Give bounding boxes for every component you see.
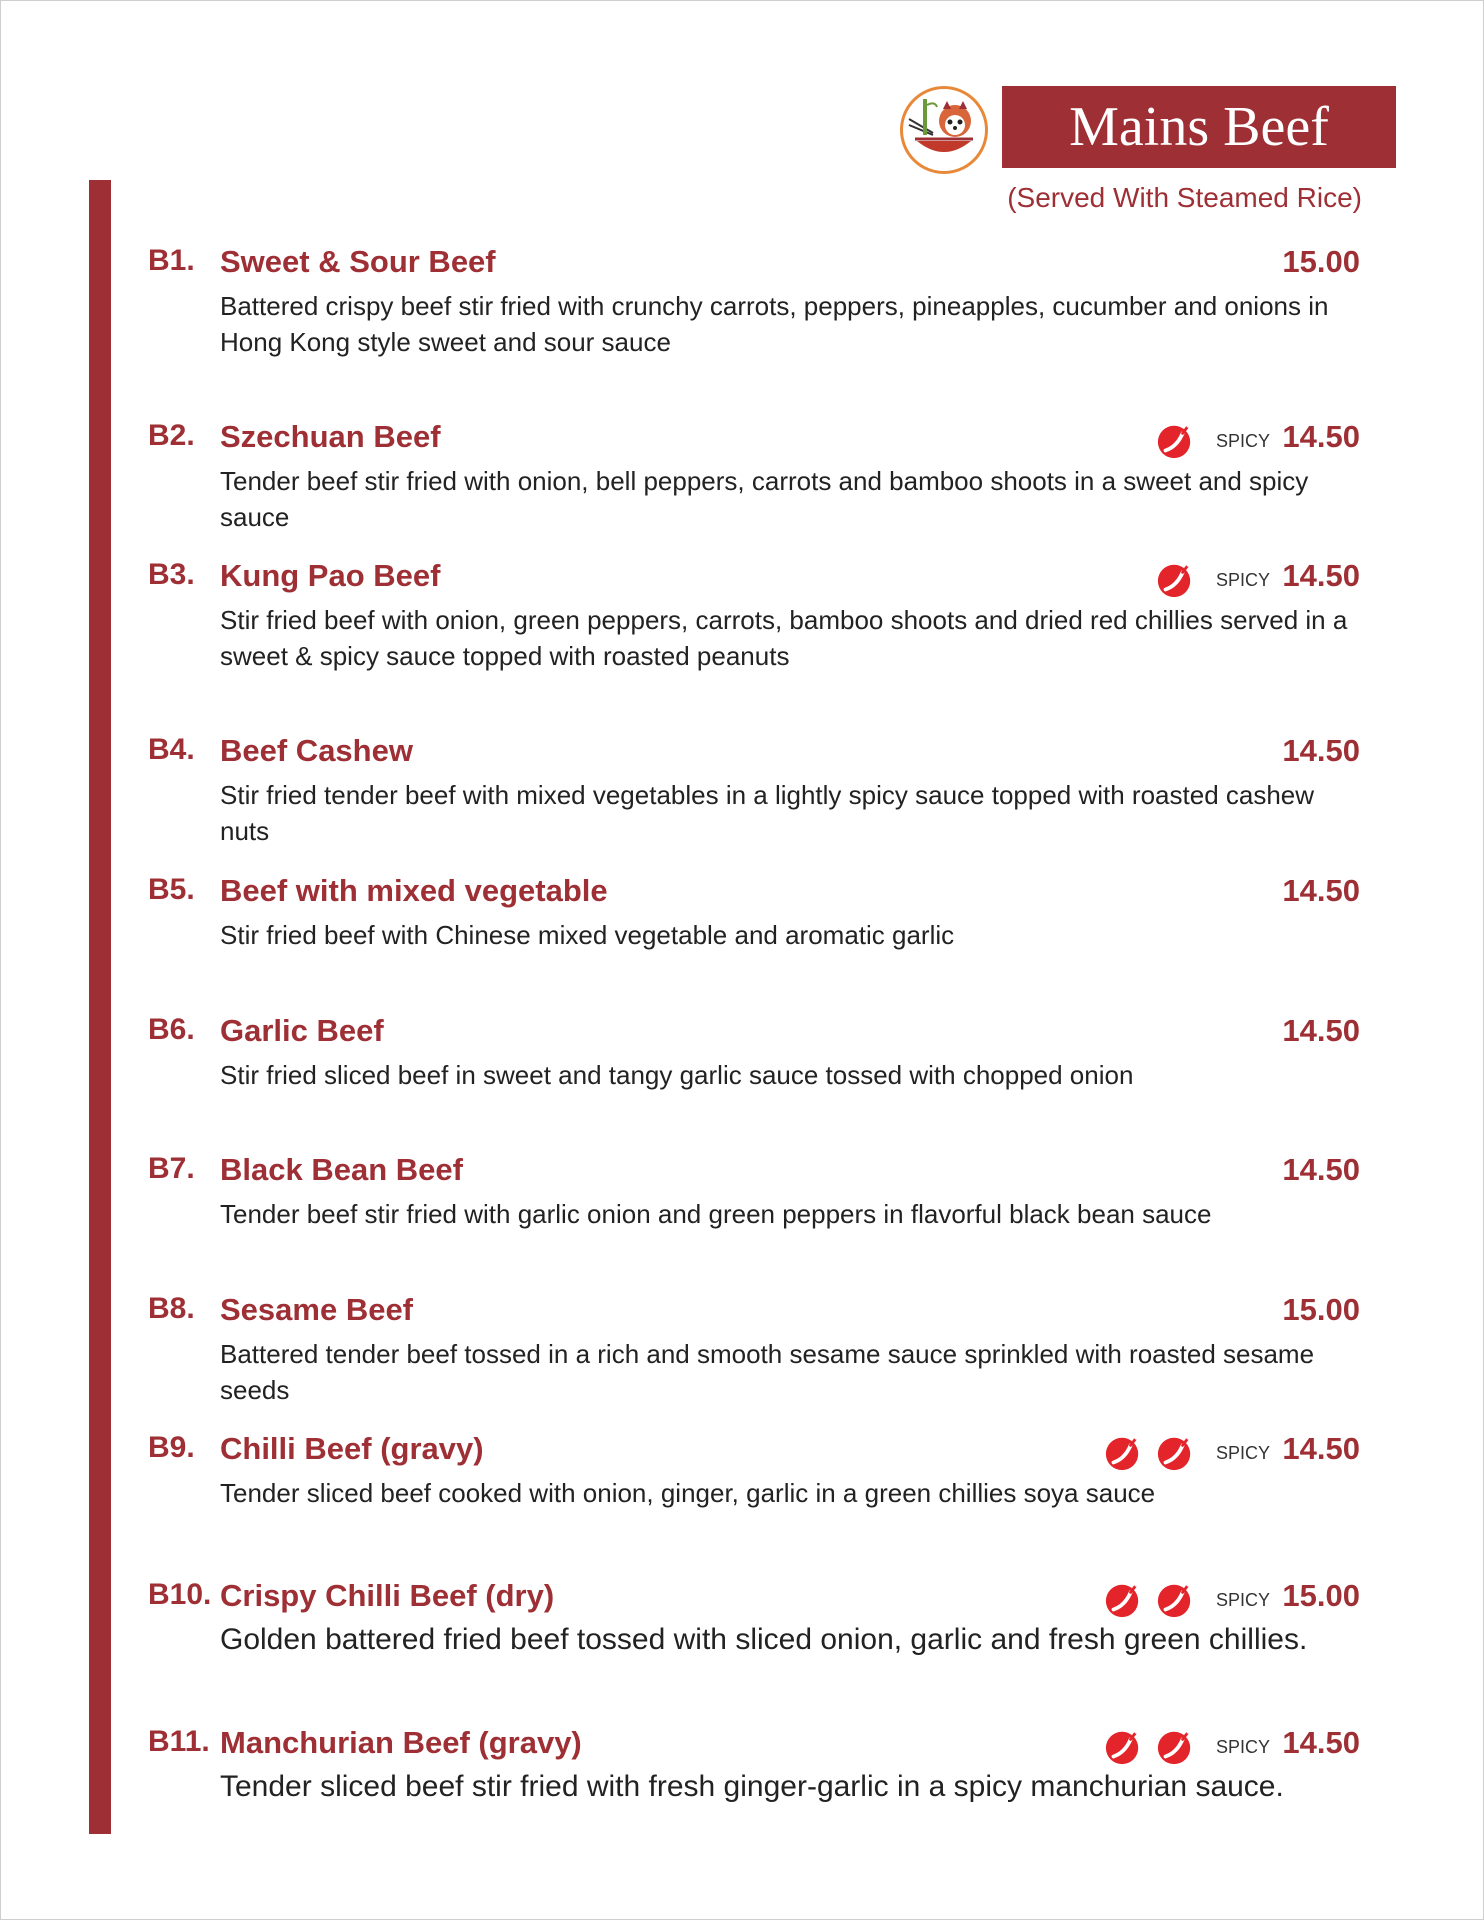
item-description: Stir fried beef with Chinese mixed vegetable and aromatic garlic [220, 920, 955, 950]
item-name: Black Bean Beef [220, 1152, 463, 1187]
item-code: B8. [148, 1292, 195, 1325]
item-name: Beef Cashew [220, 733, 413, 768]
item-code: B3. [148, 558, 195, 591]
item-code: B4. [148, 733, 195, 766]
spicy-label: SPICY [1215, 569, 1270, 590]
item-description: Stir fried tender beef with mixed vegetables in a lightly spicy sauce topped with roasted cashew nuts [220, 780, 1315, 846]
item-name: Garlic Beef [220, 1013, 384, 1048]
spicy-label: SPICY [1215, 1589, 1270, 1610]
item-description: Tender beef stir fried with garlic onion and green peppers in flavorful black bean sauce [220, 1199, 1212, 1229]
item-price: 14.50 [1282, 873, 1360, 908]
item-price: 15.00 [1282, 1292, 1360, 1327]
spicy-label: SPICY [1215, 1736, 1270, 1757]
item-name: Crispy Chilli Beef (dry) [220, 1578, 555, 1613]
chilli-icon [1104, 1581, 1142, 1619]
item-code: B7. [148, 1152, 195, 1185]
page-title: Mains Beef [1069, 96, 1329, 158]
chilli-icon [1156, 1434, 1194, 1472]
item-price: 14.50 [1282, 1431, 1360, 1466]
item-price: 15.00 [1282, 244, 1360, 279]
red-panda-logo-icon [900, 86, 988, 174]
item-price: 14.50 [1282, 1725, 1360, 1760]
item-description: Stir fried beef with onion, green peppers, carrots, bamboo shoots and dried red chillies served in a sweet & spicy sauce topped with roasted peanuts [220, 605, 1348, 671]
item-name: Manchurian Beef (gravy) [220, 1725, 582, 1760]
menu-header [890, 84, 1396, 174]
item-name: Sweet & Sour Beef [220, 244, 496, 279]
item-code: B1. [148, 244, 195, 277]
item-price: 14.50 [1282, 1013, 1360, 1048]
item-code: B6. [148, 1013, 195, 1046]
chilli-icon [1156, 1728, 1194, 1766]
item-code: B5. [148, 873, 195, 906]
item-name: Szechuan Beef [220, 419, 441, 454]
spicy-indicator [1104, 1727, 1270, 1767]
chilli-icon [1104, 1434, 1142, 1472]
chilli-icon [1104, 1728, 1142, 1766]
item-name: Chilli Beef (gravy) [220, 1431, 484, 1466]
item-price: 15.00 [1282, 1578, 1360, 1613]
item-code: B9. [148, 1431, 195, 1464]
spicy-indicator [1156, 421, 1270, 461]
item-code: B10. [148, 1578, 212, 1611]
item-code: B11. [148, 1725, 210, 1758]
spicy-label: SPICY [1215, 430, 1270, 451]
item-price: 14.50 [1282, 1152, 1360, 1187]
item-description: Tender sliced beef cooked with onion, ginger, garlic in a green chillies soya sauce [220, 1478, 1156, 1508]
item-name: Beef with mixed vegetable [220, 873, 608, 908]
item-price: 14.50 [1282, 558, 1360, 593]
item-code: B2. [148, 419, 195, 452]
item-name: Sesame Beef [220, 1292, 414, 1327]
chilli-icon [1156, 561, 1194, 599]
page-subtitle: (Served With Steamed Rice) [1007, 182, 1362, 213]
spicy-indicator [1104, 1580, 1270, 1620]
item-description: Battered crispy beef stir fried with crunchy carrots, peppers, pineapples, cucumber and onions in Hong Kong style sweet and sour sauce [220, 291, 1329, 357]
item-description: Battered tender beef tossed in a rich and smooth sesame sauce sprinkled with roasted sesame seeds [220, 1339, 1315, 1405]
item-description: Golden battered fried beef tossed with sliced onion, garlic and fresh green chillies. [220, 1623, 1308, 1656]
item-name: Kung Pao Beef [220, 558, 441, 593]
spicy-indicator [1104, 1433, 1270, 1473]
chilli-icon [1156, 1581, 1194, 1619]
item-description: Tender sliced beef stir fried with fresh ginger-garlic in a spicy manchurian sauce. [220, 1770, 1284, 1803]
item-description: Tender beef stir fried with onion, bell peppers, carrots and bamboo shoots in a sweet and spicy sauce [220, 466, 1309, 532]
side-accent-bar [89, 180, 111, 1834]
spicy-indicator [1156, 560, 1270, 600]
spicy-label: SPICY [1215, 1442, 1270, 1463]
item-description: Stir fried sliced beef in sweet and tangy garlic sauce tossed with chopped onion [220, 1060, 1134, 1090]
chilli-icon [1156, 422, 1194, 460]
item-price: 14.50 [1282, 419, 1360, 454]
item-price: 14.50 [1282, 733, 1360, 768]
